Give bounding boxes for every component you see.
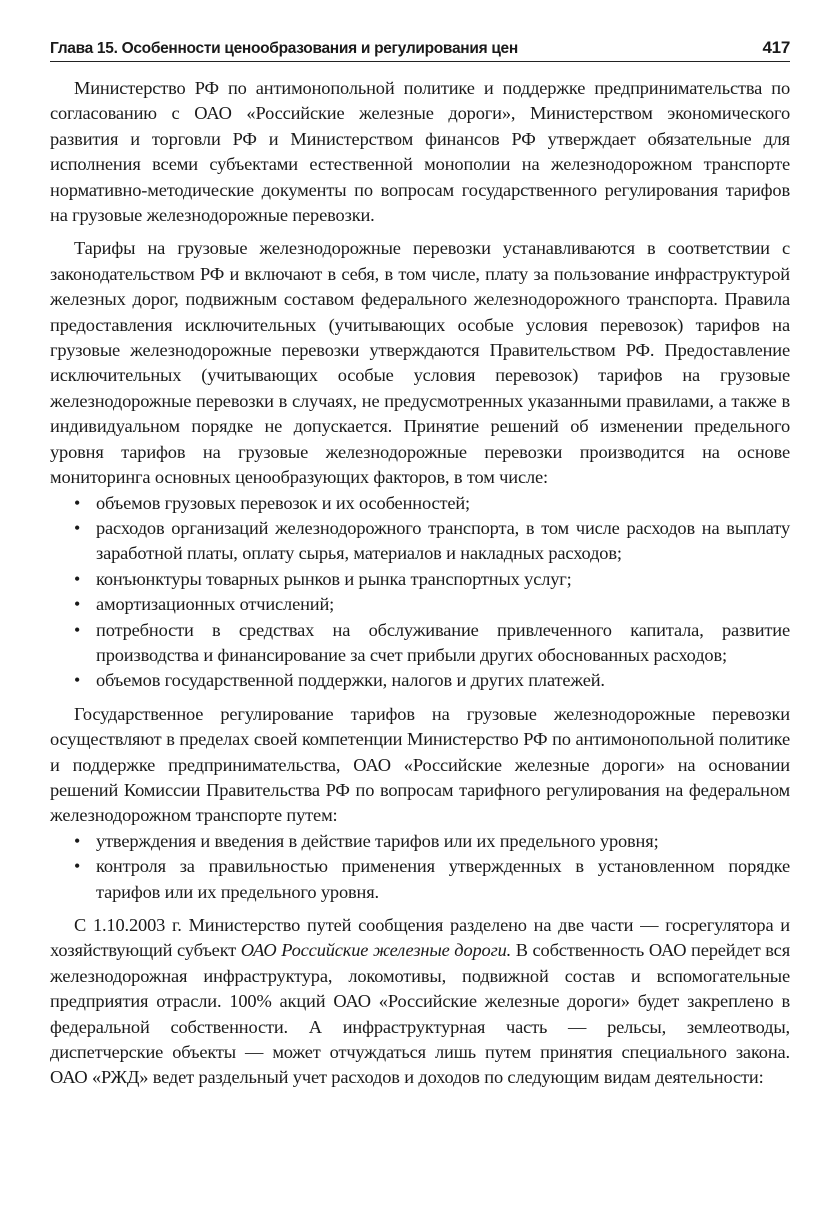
company-name-italic: ОАО Российские железные дороги.: [240, 940, 512, 961]
list-item: • расходов организаций железнодорожного транспорта, в том числе расходов на выплату заработной платы, оплату сырья, материалов и накладных расходов;: [74, 517, 790, 564]
factors-list: [50, 491, 790, 694]
list-item: • конъюнктуры товарных рынков и рынка транспортных услуг;: [50, 567, 790, 592]
bullet-icon: •: [74, 492, 81, 513]
bullet-icon: •: [74, 856, 81, 877]
paragraph-ministry-authority: Министерство РФ по антимонопольной политике и поддержке предпринимательства по согласованию с ОАО «Российские железные дороги», Министерством экономического развития и торговли РФ и Министерством финансов РФ утверждает обязательные для исполнения всеми субъектами естественной монополии на железнодорожном транспорте нормативно-методические документы по вопросам государственного регулирования тарифов на грузовые железнодорожные перевозки.: [50, 78, 790, 226]
list-item: • контроля за правильностью применения утвержденных в установленном порядке тарифов или их предельного уровня.: [74, 856, 790, 902]
paragraph-state-regulation: Государственное регулирование тарифов на грузовые железнодорожные перевозки осуществляют в пределах своей компетенции Министерство РФ по антимонопольной политике и поддержке предпринимательства, ОАО «Российские железные дороги» на основании решений Комиссии Правительства РФ по вопросам тарифного регулирования на федеральном железнодорожном транспорте путем:: [50, 703, 790, 826]
list-item: • амортизационных отчислений;: [50, 592, 790, 617]
bullet-icon: •: [74, 619, 81, 640]
list-item: • утверждения и введения в действие тарифов или их предельного уровня;: [50, 829, 790, 854]
running-header: [50, 38, 790, 62]
bullet-icon: •: [74, 517, 81, 538]
bullet-icon: •: [74, 670, 81, 691]
page-number: 417: [762, 38, 790, 57]
list-item: • потребности в средствах на обслуживание привлеченного капитала, развитие производства и финансирование за счет прибыли других обоснованных расходов;: [74, 619, 790, 665]
methods-list: [50, 829, 790, 905]
paragraph-tariffs: Тарифы на грузовые железнодорожные перевозки устанавливаются в соответствии с законодательством РФ и включают в себя, в том числе, плату за пользование инфраструктурой железных дорог, подвижным составом федерального железнодорожного транспорта. Правила предоставления исключительных (учитывающих особые условия перевозок) тарифов на грузовые железнодорожные перевозки утверждаются Правительством РФ. Предоставление исключительных (учитывающих особые условия перевозок) тарифов на грузовые железнодорожные перевозки в случаях, не предусмотренных указанными правилами, а также в индивидуальном порядке не допускается. Принятие решений об изменении предельного уровня тарифов на грузовые железнодорожные перевозки производится на основе мониторинга основных ценообразующих факторов, в том числе:: [50, 238, 790, 488]
list-item: • объемов грузовых перевозок и их особенностей;: [50, 491, 790, 516]
chapter-title: Глава 15. Особенности ценообразования и регулирования цен: [50, 40, 518, 57]
bullet-icon: •: [74, 568, 81, 589]
list-item: • объемов государственной поддержки, налогов и других платежей.: [50, 668, 790, 693]
bullet-icon: •: [74, 830, 81, 851]
bullet-icon: •: [74, 594, 81, 615]
paragraph-reform: С 1.10.2003 г. Министерство путей сообщения разделено на две части — госрегулятора и хозяйствующий субъект ОАО Российские железные дороги. В собственность ОАО перейдет вся железнодорожная инфраструктура, локомотивы, подвижной состав и вспомогательные предприятия отрасли. 100% акций ОАО «Российские железные дороги» будет закреплено в федеральной собственности. А инфраструктурная часть — рельсы, землеотводы, диспетчерские объекты — может отчуждаться лишь путем принятия специального закона. ОАО «РЖД» ведет раздельный учет расходов и доходов по следующим видам деятельности:: [50, 915, 790, 1088]
